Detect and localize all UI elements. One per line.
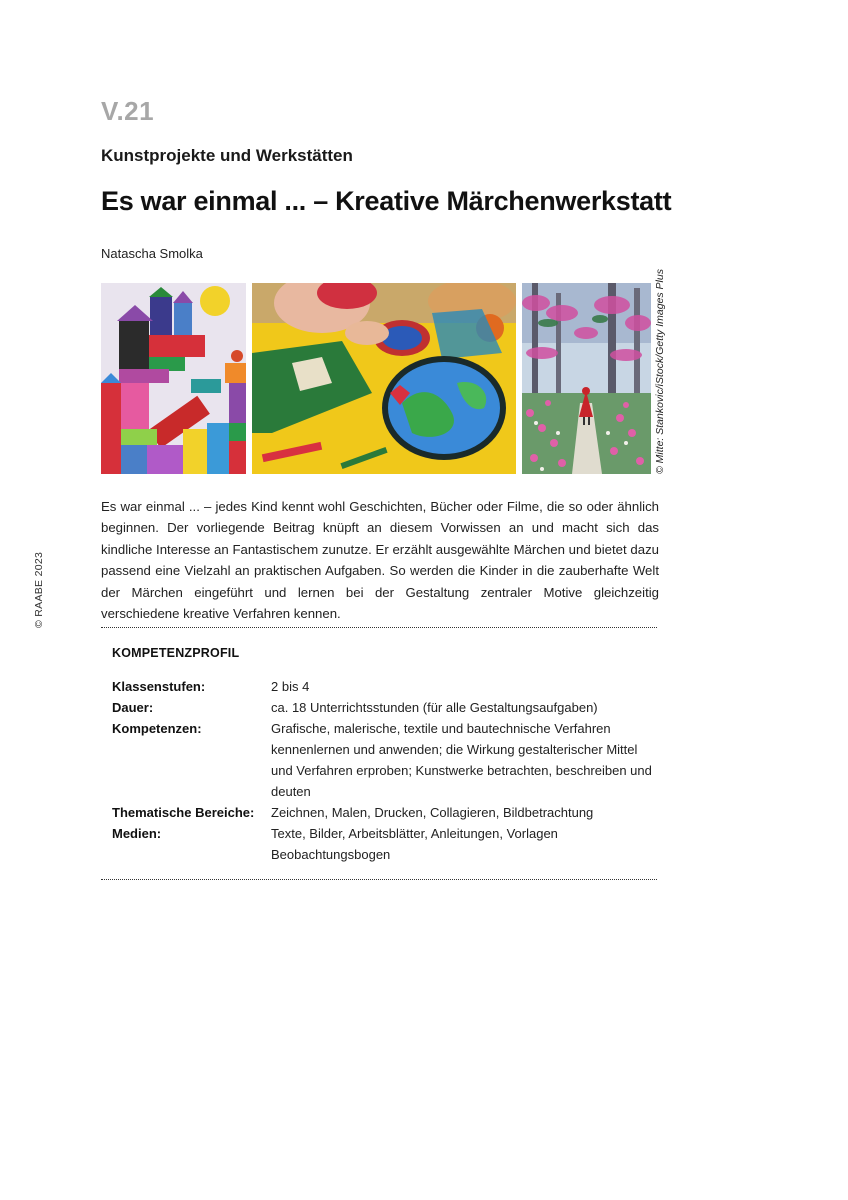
bottom-dotted-divider — [101, 879, 657, 880]
profile-label: Medien: — [112, 826, 162, 841]
category-heading: Kunstprojekte und Werkstätten — [101, 146, 353, 165]
competence-profile-heading: KOMPETENZPROFIL — [112, 646, 240, 660]
side-copyright: © RAABE 2023 — [33, 551, 45, 628]
collage-castle-image — [101, 283, 246, 474]
profile-value: 2 bis 4 — [271, 679, 310, 694]
profile-value: Texte, Bilder, Arbeitsblätter, Anleitungen, Vorlagen Beobachtungsbogen — [271, 826, 558, 862]
profile-value: ca. 18 Unterrichtsstunden (für alle Gestaltungsaufgaben) — [271, 700, 598, 715]
profile-value: Zeichnen, Malen, Drucken, Collagieren, Bildbetrachtung — [271, 805, 594, 820]
page-title: Es war einmal ... – Kreative Märchenwerkstatt — [101, 186, 672, 216]
image-credit: © Mitte: Stankovic/iStock/Getty Images Plus — [654, 269, 666, 474]
profile-label: Dauer: — [112, 700, 154, 715]
top-dotted-divider — [101, 627, 657, 628]
section-number: V.21 — [101, 96, 155, 126]
intro-paragraph: Es war einmal ... – jedes Kind kennt wohl Geschichten, Bücher oder Filme, die so oder ähnlich beginnen. Der vorliegende Beitrag knüpft an diesem Vorwissen an und macht sich das kindliche Interesse an Fantastischem zunutze. Er erzählt ausgewählte Märchen und bietet dazu passend eine Vielzahl an praktischen Aufgaben. So werden die Kinder in die zauberhafte Welt der Märchen eingeführt und lernen bei der Gestaltung zentraler Motive gleichzeitig verschiedene kreative Verfahren kennen. — [101, 499, 659, 622]
author-name: Natascha Smolka — [101, 246, 203, 261]
profile-label: Thematische Bereiche: — [112, 805, 255, 820]
profile-label: Kompetenzen: — [112, 721, 202, 736]
forest-painting-image — [522, 283, 651, 474]
profile-value: Grafische, malerische, textile und bautechnische Verfahren kennenlernen und anwenden; die Wirkung gestalterischer Mittel und Verfahren erproben; Kunstwerke betrachten, beschreiben und deuten — [271, 721, 652, 799]
painting-table-image — [252, 283, 516, 474]
profile-label: Klassenstufen: — [112, 679, 206, 694]
